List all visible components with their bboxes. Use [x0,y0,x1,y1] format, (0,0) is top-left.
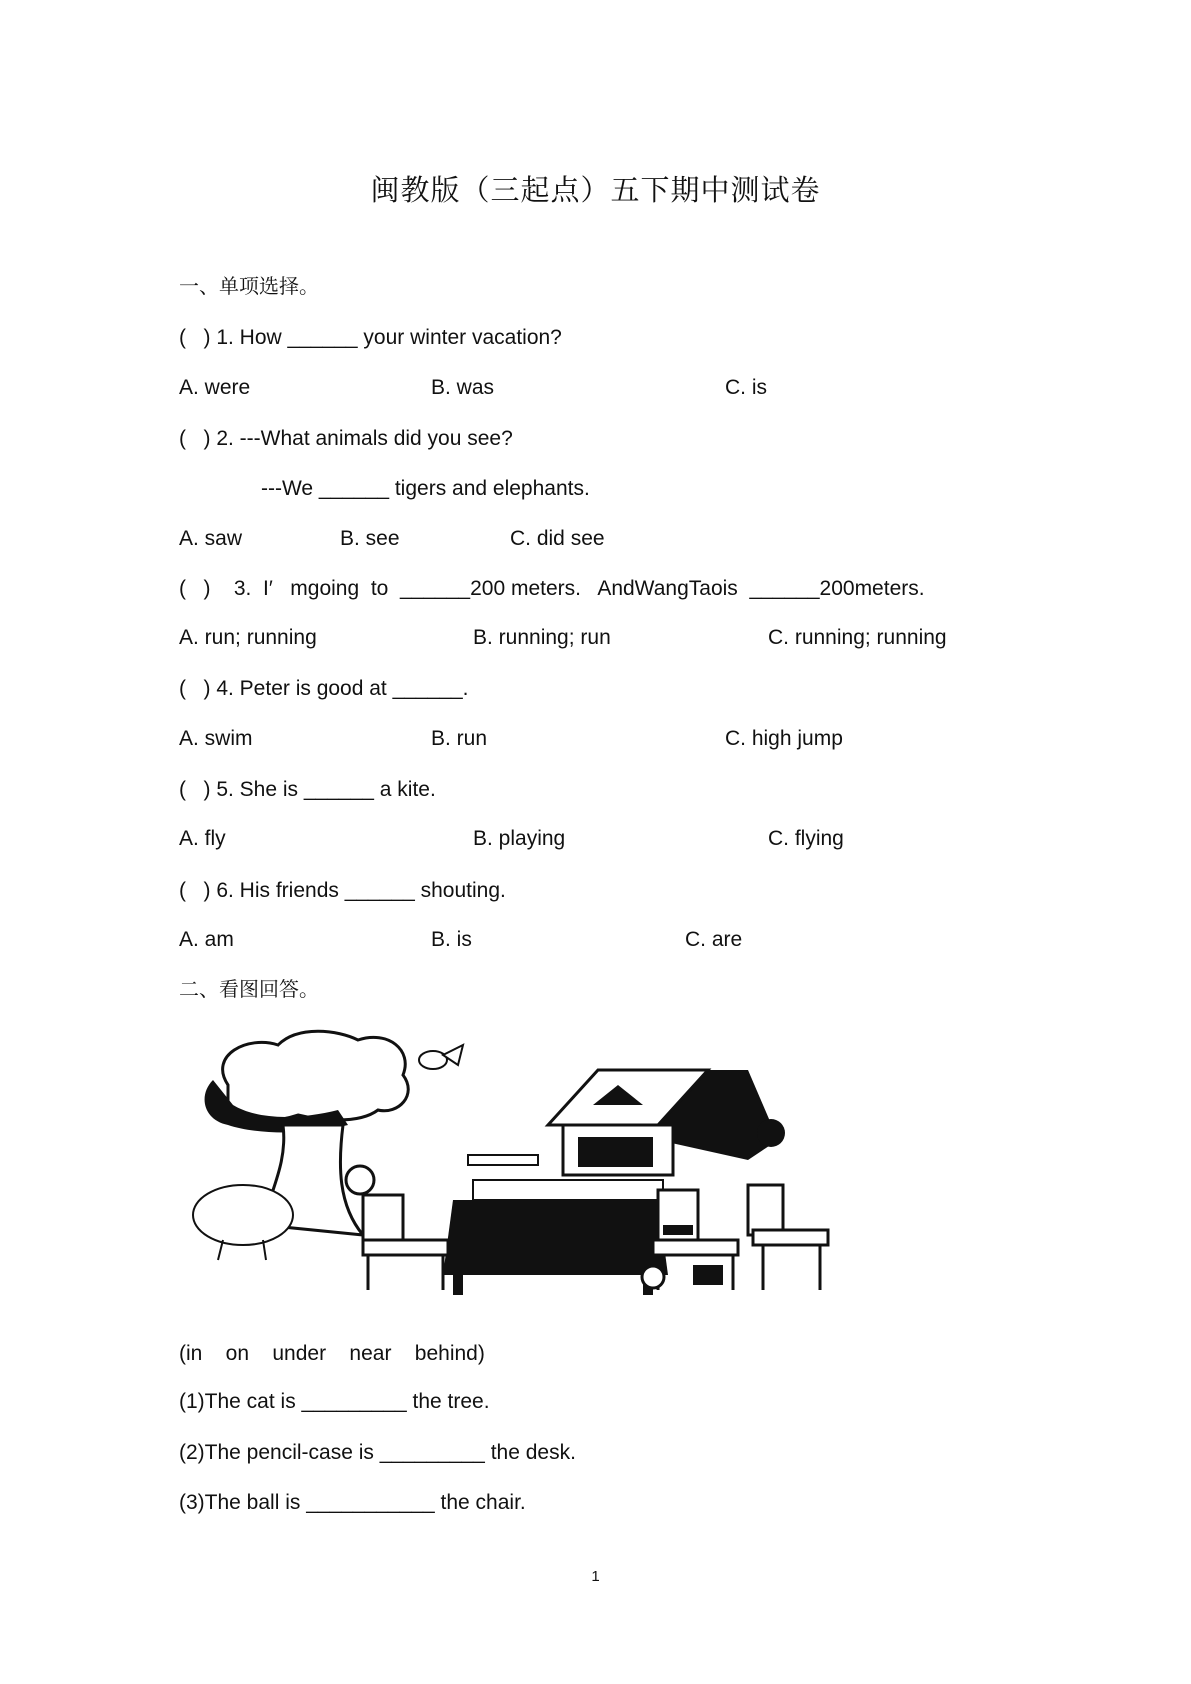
q2-option-a: A. saw [179,527,243,550]
question-5: ( ) 5. She is ______ a kite. [179,778,436,801]
pencil-case-illustration [663,1225,693,1235]
section-2-heading: 二、看图回答。 [179,977,319,1001]
q4-option-c: C. high jump [725,727,843,750]
question-6: ( ) 6. His friends ______ shouting. [179,879,506,902]
bag-illustration [693,1265,723,1285]
q5-option-b: B. playing [473,827,566,850]
question-3: ( ) 3. I′ mgoing to ______200 meters. AndWangTaois ______200meters. [179,577,925,600]
page-number: 1 [591,1568,600,1585]
hedgehog-illustration [757,1119,785,1147]
q3-option-b: B. running; run [473,626,611,649]
question-1: ( ) 1. How ______ your winter vacation? [179,326,562,349]
section-1-heading: 一、单项选择。 [179,274,319,298]
house-illustration [548,1070,778,1175]
q6-option-c: C. are [685,928,743,951]
q3-option-a: A. run; running [179,626,317,649]
cat-illustration [346,1166,374,1194]
question-2: ( ) 2. ---What animals did you see? [179,427,513,450]
scene-illustration [188,1025,870,1305]
page-title: 闽教版（三起点）五下期中测试卷 [370,173,821,207]
word-bank: (in on under near behind) [179,1342,485,1365]
q1-option-a: A. were [179,376,251,399]
q1-option-c: C. is [725,376,767,399]
q4-option-a: A. swim [179,727,253,750]
q1-option-b: B. was [431,376,495,399]
q3-option-c: C. running; running [768,626,947,649]
q5-option-a: A. fly [179,827,226,850]
q2-option-c: C. did see [510,527,605,550]
bird-illustration [419,1045,463,1069]
question-4: ( ) 4. Peter is good at ______. [179,677,469,700]
picture-question-2: (2)The pencil-case is _________ the desk. [179,1441,576,1464]
picture-question-1: (1)The cat is _________ the tree. [179,1390,490,1413]
q5-option-c: C. flying [768,827,844,850]
q6-option-b: B. is [431,928,472,951]
question-2-answer-line: ---We ______ tigers and elephants. [261,477,590,500]
ball-illustration [642,1266,664,1288]
q2-option-b: B. see [340,527,400,550]
q4-option-b: B. run [431,727,488,750]
picture-question-3: (3)The ball is ___________ the chair. [179,1491,526,1514]
sheep-illustration [193,1185,293,1260]
q6-option-a: A. am [179,928,234,951]
